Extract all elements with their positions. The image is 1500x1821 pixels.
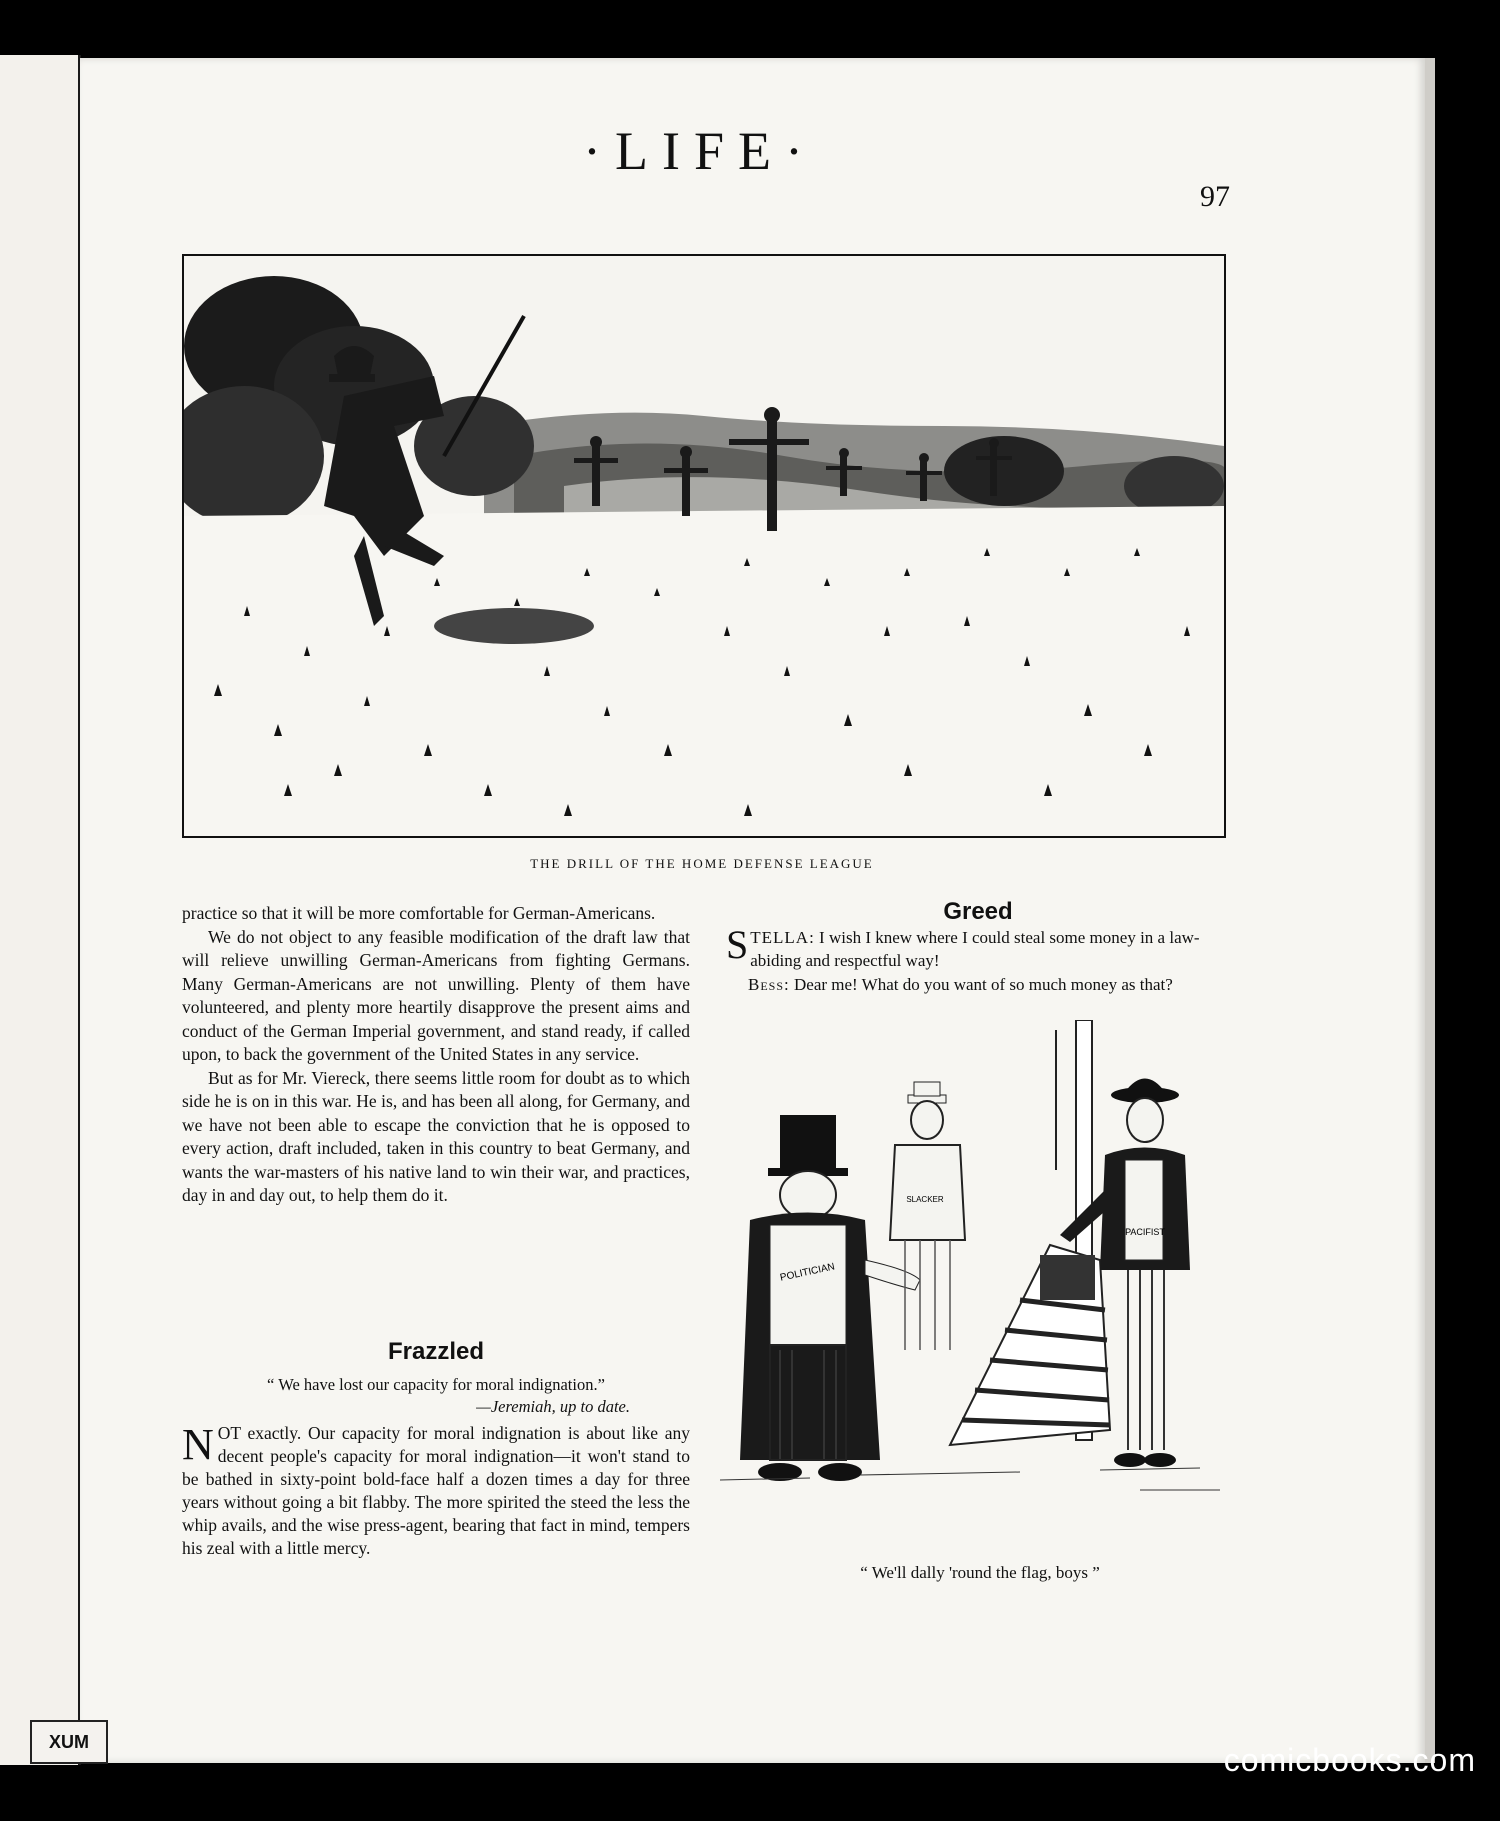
frazzled-body <box>182 1422 690 1560</box>
stella-text: I wish I knew where I could steal some money in a law-abiding and respectful way! <box>750 927 1200 970</box>
frazzled-text: OT exactly. Our capacity for moral indignation is about like any decent people's capacity for moral indignation—it won't stand to be bathed in sixty-point bold-face half a dozen times a day for three years without going a bit flabby. The more spirited the steed the less the whip avails, and the wise press-agent, bearing that fact in mind, tempers his zeal with a little mercy. <box>182 1423 690 1558</box>
speaker-bess: Bess: <box>748 974 790 994</box>
illustration-caption: THE DRILL OF THE HOME DEFENSE LEAGUE <box>530 856 874 871</box>
greed-section <box>726 900 1230 996</box>
speaker-stella: TELLA: <box>750 927 815 947</box>
epigraph-attribution: —Jeremiah, up to date. <box>476 1397 630 1416</box>
scarecrow-illustration <box>182 254 1226 838</box>
frazzled-epigraph <box>182 1374 690 1418</box>
drop-cap: S <box>726 921 749 967</box>
label-slacker: SLACKER <box>906 1195 944 1204</box>
paragraph: But as for Mr. Viereck, there seems little room for doubt as to which side he is on in this war. He is, and has been all along, for Germany, and we have not been able to escape the conviction that he is opposed to every action, draft included, taken in this country to beat Germany, and wants the war-masters of his native land to win their war, and practices, day in and day out, to help them do it. <box>182 1067 690 1205</box>
epigraph-quote: “ We have lost our capacity for moral indignation.” <box>267 1375 605 1394</box>
label-pacifist: PACIFIST <box>1125 1227 1165 1237</box>
label-politician: POLITICIAN <box>779 1261 836 1284</box>
left-column-text <box>182 902 690 1208</box>
greed-line-stella <box>726 921 1230 973</box>
flag-cartoon <box>720 1020 1240 1540</box>
greed-line-bess <box>726 973 1230 997</box>
watermark: comicbooks.com <box>1223 1742 1476 1778</box>
previous-page-edge <box>0 55 81 1765</box>
paragraph: We do not object to any feasible modification of the draft law that will relieve unwilling German-Americans from fighting Germans. Many German-Americans are not unwilling. Plenty of them have volunteered, and plenty more heartily disapprove the present aims and conduct of the German Imperial government, and stand ready, if called upon, to back the government of the United States in any service. <box>182 926 690 1064</box>
frazzled-heading: Frazzled <box>387 1338 485 1365</box>
masthead: ·LIFE· <box>583 121 817 181</box>
paragraph: practice so that it will be more comfortable for German-Americans. <box>182 903 656 923</box>
drop-cap: N <box>182 1420 214 1469</box>
archive-tab-label: XUM <box>30 1720 108 1764</box>
bess-text: Dear me! What do you want of so much money as that? <box>789 974 1173 994</box>
page-number: 97 <box>1200 180 1230 213</box>
cartoon-caption: “ We'll dally 'round the flag, boys ” <box>860 1563 1100 1582</box>
greed-heading: Greed <box>943 898 1013 925</box>
